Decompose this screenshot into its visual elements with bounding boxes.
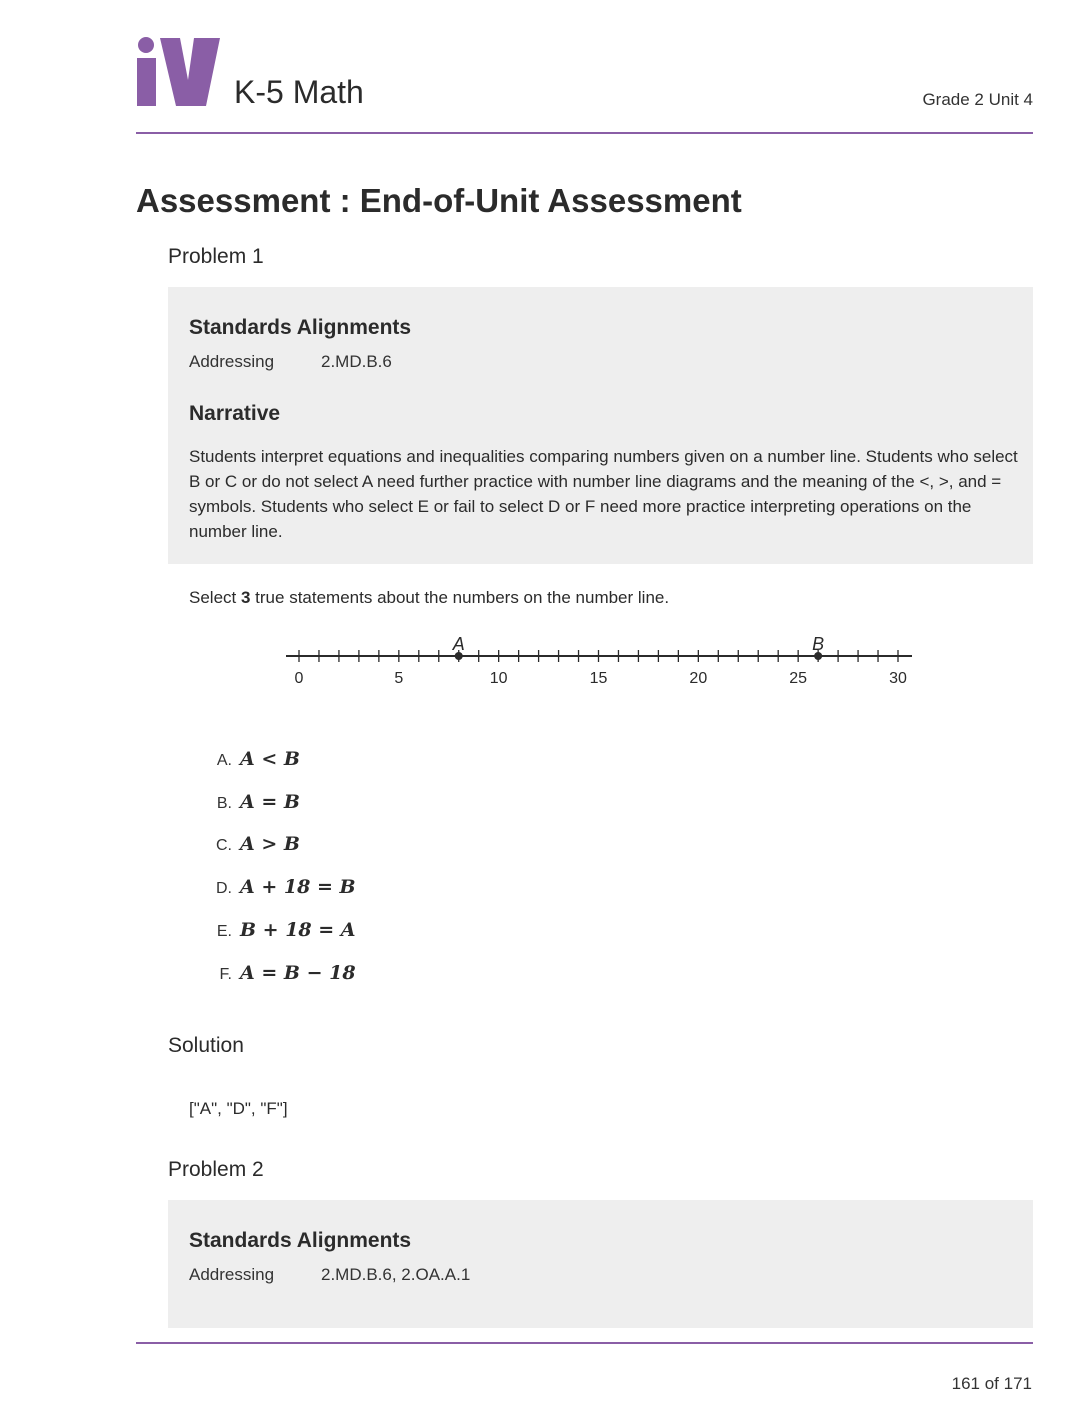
addressing-row bbox=[189, 352, 392, 372]
tick-label: 0 bbox=[294, 670, 304, 687]
addressing-label: Addressing bbox=[189, 352, 275, 371]
addressing-row-2 bbox=[189, 1265, 470, 1285]
page-title: Assessment : End-of-Unit Assessment bbox=[136, 182, 742, 219]
addressing-label-2: Addressing bbox=[189, 1265, 275, 1284]
point-label-a: A bbox=[452, 634, 465, 654]
choice-expression: A = B − 18 bbox=[240, 961, 356, 984]
choice-letter: B. bbox=[216, 794, 232, 812]
point-label-b: B bbox=[812, 634, 825, 654]
prompt-text-start: Select bbox=[189, 588, 241, 607]
choice-expression: B + 18 = A bbox=[240, 918, 356, 941]
choice-letter: C. bbox=[216, 837, 232, 855]
prompt-count: 3 bbox=[240, 588, 251, 607]
narrative-text: Students interpret equations and inequalities comparing numbers given on a number line. Students who select B or C or do not select A need further practice with number line diagrams and the meaning of the <, >, and = symbols. Students who select E or fail to select D or F need more practice interpreting operations on the number line. bbox=[189, 447, 1018, 541]
addressing-value-2: 2.MD.B.6, 2.OA.A.1 bbox=[321, 1265, 471, 1284]
brand-name: K-5 Math bbox=[234, 74, 364, 110]
choice-expression: A < B bbox=[240, 748, 300, 770]
page-header bbox=[136, 36, 1033, 132]
tick-label: 30 bbox=[889, 670, 907, 687]
narrative-heading: Narrative bbox=[189, 402, 281, 425]
header-rule bbox=[136, 132, 1033, 134]
problem-prompt bbox=[189, 588, 669, 608]
im-logo-icon bbox=[136, 36, 220, 108]
choice-expression: A + 18 = B bbox=[240, 876, 356, 899]
solution-heading: Solution bbox=[168, 1034, 244, 1057]
tick-label: 15 bbox=[589, 670, 608, 687]
addressing-value: 2.MD.B.6 bbox=[321, 352, 392, 371]
prompt-text-end: true statements about the numbers on the number line. bbox=[250, 588, 670, 607]
page-number: 161 of 171 bbox=[951, 1374, 1032, 1393]
solution-value: ["A", "D", "F"] bbox=[189, 1099, 288, 1118]
problem1-heading: Problem 1 bbox=[168, 245, 264, 268]
choice-letter: D. bbox=[216, 880, 232, 898]
footer-rule bbox=[136, 1342, 1033, 1344]
tick-label: 10 bbox=[489, 670, 508, 687]
choice-letter: F. bbox=[219, 965, 232, 983]
choice-letter: E. bbox=[216, 922, 232, 940]
problem1-info-box bbox=[168, 287, 1033, 564]
tick-label: 5 bbox=[394, 670, 404, 687]
tick-label: 20 bbox=[689, 670, 708, 687]
choice-expression: A > B bbox=[240, 833, 300, 856]
standards-heading: Standards Alignments bbox=[189, 316, 412, 339]
problem2-heading: Problem 2 bbox=[168, 1158, 264, 1181]
problem2-info-box bbox=[168, 1200, 1033, 1328]
choice-expression: A = B bbox=[240, 790, 300, 813]
choice-letter: A. bbox=[216, 752, 232, 769]
grade-unit: Grade 2 Unit 4 bbox=[922, 90, 1033, 109]
number-line bbox=[280, 628, 920, 692]
tick-label: 25 bbox=[789, 670, 808, 687]
standards-heading-2: Standards Alignments bbox=[189, 1229, 412, 1252]
